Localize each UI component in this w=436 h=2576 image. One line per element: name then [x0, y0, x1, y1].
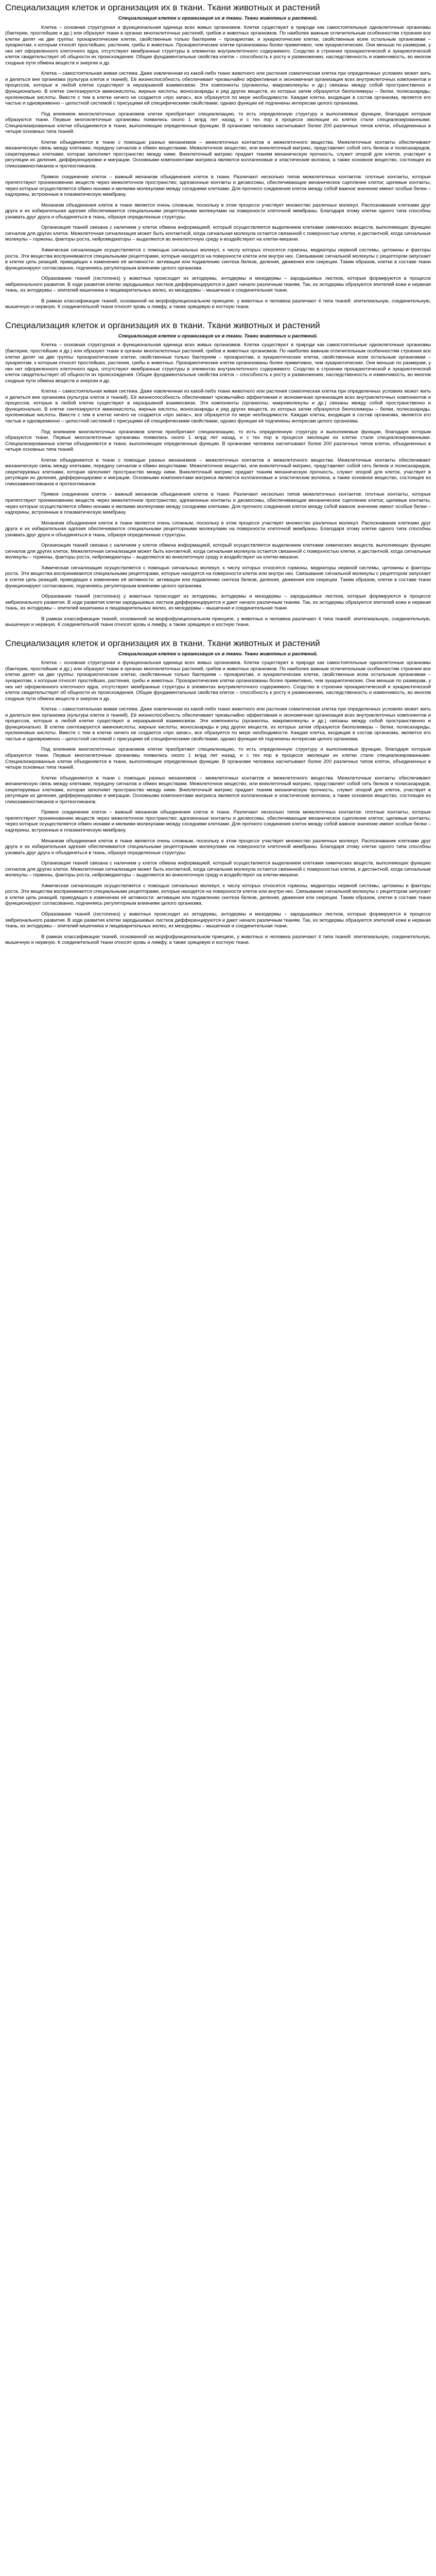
paragraph: В рамках классификации тканей, основанной на морфофункциональном принципе, у животных и человека различают 4 типа тканей: эпителиальную, соединительную, мышечную и нервную. К соединительной ткани относят кровь и лимфу, а также хрящевую и костную ткани. [5, 934, 431, 946]
article-subheading-repeat: Специализация клеток и организация их в ткани. Ткани животных и растений. [118, 333, 318, 339]
paragraph: Клетка – самостоятельная живая система. Даже извлеченная из какой-либо ткани животного или растения соматическая клетка при определенных условиях может жить и делиться вне организма (культура клеток и тканей). Её жизнеспособность обеспечивает чрезвычайно эффективная и экономичная организация всех внутриклеточных компонентов и процессов, которые в любой клетке существуют в неразрывной взаимосвязи. Эти компоненты (органеллы, макромолекулы и др.) связаны между собой пространственно и функционально. В клетке синтезируются аминокислоты, жирные кислоты, моносахариды и ряд других веществ, из которых затем образуются биополимеры – белки, полисахариды, нуклеиновые кислоты. Вместе с тем в клетке ничего не создается «про запас», все образуется по мере необходимости. Каждая клетка, входящая в состав организма, является его частью и одновременно – целостной системой с присущими ей специфическими свойствами, однако функции её подчинены интересам целого организма. [5, 71, 431, 107]
paragraph: Клетка – самостоятельная живая система. Даже извлеченная из какой-либо ткани животного или растения соматическая клетка при определенных условиях может жить и делиться вне организма (культура клеток и тканей). Её жизнеспособность обеспечивает чрезвычайно эффективная и экономичная организация всех внутриклеточных компонентов и процессов, которые в любой клетке существуют в неразрывной взаимосвязи. Эти компоненты (органеллы, макромолекулы и др.) связаны между собой пространственно и функционально. В клетке синтезируются аминокислоты, жирные кислоты, моносахариды и ряд других веществ, из которых затем образуются биополимеры – белки, полисахариды, нуклеиновые кислоты. Вместе с тем в клетке ничего не создается «про запас», все образуется по мере необходимости. Каждая клетка, входящая в состав организма, является его частью и одновременно – целостной системой с присущими ей специфическими свойствами, однако функции её подчинены интересам целого организма. [5, 706, 431, 742]
paragraph: Клетка – самостоятельная живая система. Даже извлеченная из какой-либо ткани животного или растения соматическая клетка при определенных условиях может жить и делиться вне организма (культура клеток и тканей). Её жизнеспособность обеспечивает чрезвычайно эффективная и экономичная организация всех внутриклеточных компонентов и процессов, которые в любой клетке существуют в неразрывной взаимосвязи. Эти компоненты (органеллы, макромолекулы и др.) связаны между собой пространственно и функционально. В клетке синтезируются аминокислоты, жирные кислоты, моносахариды и ряд других веществ, из которых затем образуются биополимеры – белки, полисахариды, нуклеиновые кислоты. Вместе с тем в клетке ничего не создается «про запас», все образуется по мере необходимости. Каждая клетка, входящая в состав организма, является его частью и одновременно – целостной системой с присущими ей специфическими свойствами, однако функции её подчинены интересам целого организма. [5, 388, 431, 424]
paragraph: Механизм объединения клеток в ткани является очень сложным, поскольку в этом процессе участвует множество различных молекул. Распознавание клетками друг друга и их избирательная адгезия обеспечиваются специальными рецепторными молекулами на поверхности клеточной мембраны. Благодаря этому клетки одного типа способны узнавать друг друга и объединяться в ткань, образуя определенные структуры. [5, 838, 431, 856]
paragraph: Механизм объединения клеток в ткани является очень сложным, поскольку в этом процессе участвует множество различных молекул. Распознавание клетками друг друга и их избирательная адгезия обеспечиваются специальными рецепторными молекулами на поверхности клеточной мембраны. Благодаря этому клетки одного типа способны узнавать друг друга и объединяться в ткань, образуя определенные структуры. [5, 202, 431, 220]
paragraph: Организация тканей связана с наличием у клеток обмена информацией, который осуществляется выделением клетками химических веществ, выполняющих функцию сигналов для других клеток. Межклеточная сигнализация может быть контактной, когда сигнальная молекула остается связанной с поверхностью клетки, и дистантной, когда сигнальные молекулы – гормоны, факторы роста, нейромедиаторы – выделяются во внеклеточную среду и воздействуют на клетки-мишени. [5, 225, 431, 243]
article-title-repeat: Специализация клеток и организация их в ткани. Ткани животных и растений [5, 320, 320, 330]
paragraph: Под влиянием многоклеточных организмов клетки приобретают специализацию, то есть определенную структуру и выполняемые функции, благодаря которым образуются ткани. Первые многоклеточные организмы появились около 1 млрд лет назад, и с тех пор в процессе эволюции их клетки стали специализированными. Специализированные клетки объединяются в ткани, выполняющие определенные функции. В организме человека насчитывают более 200 различных типов клеток, объединенных в четыре основных типа тканей. [5, 747, 431, 771]
paragraph: Под влиянием многоклеточных организмов клетки приобретают специализацию, то есть определенную структуру и выполняемые функции, благодаря которым образуются ткани. Первые многоклеточные организмы появились около 1 млрд лет назад, и с тех пор в процессе эволюции их клетки стали специализированными. Специализированные клетки объединяются в ткани, выполняющие определенные функции. В организме человека насчитывают более 200 различных типов клеток, объединенных в четыре основных типа тканей. [5, 429, 431, 453]
paragraph: Химическая сигнализация осуществляется с помощью сигнальных молекул, к числу которых относятся гормоны, медиаторы нервной системы, цитокины и факторы роста. Эти вещества воспринимаются специальными рецепторами, которые находятся на поверхности клеток или внутри них. Связывание сигнальной молекулы с рецептором запускает в клетке цепь реакций, приводящих к изменению её активности: активации или подавлению синтеза белков, деления, движения или секреции. Таким образом, клетки в составе ткани функционируют согласованно, подчиняясь регуляторным влияниям целого организма. [5, 565, 431, 589]
paragraph: Химическая сигнализация осуществляется с помощью сигнальных молекул, к числу которых относятся гормоны, медиаторы нервной системы, цитокины и факторы роста. Эти вещества воспринимаются специальными рецепторами, которые находятся на поверхности клеток или внутри них. Связывание сигнальной молекулы с рецептором запускает в клетке цепь реакций, приводящих к изменению её активности: активации или подавлению синтеза белков, деления, движения или секреции. Таким образом, клетки в составе ткани функционируют согласованно, подчиняясь регуляторным влияниям целого организма. [5, 883, 431, 907]
paragraph: Прямое соединение клеток – важный механизм объединения клеток в ткани. Различают несколько типов межклеточных контактов: плотные контакты, которые препятствуют проникновению веществ через межклеточное пространство; адгезионные контакты и десмосомы, обеспечивающие механическое сцепление клеток; щелевые контакты, через которые осуществляется обмен ионами и мелкими молекулами между соседними клетками. Для прочного соединения клеток между собой важное значение имеют особые белки – кадгерины, встроенные в плазматическую мембрану. [5, 492, 431, 516]
paragraph: Прямое соединение клеток – важный механизм объединения клеток в ткани. Различают несколько типов межклеточных контактов: плотные контакты, которые препятствуют проникновению веществ через межклеточное пространство; адгезионные контакты и десмосомы, обеспечивающие механическое сцепление клеток; щелевые контакты, через которые осуществляется обмен ионами и мелкими молекулами между соседними клетками. Для прочного соединения клеток между собой важное значение имеют особые белки – кадгерины, встроенные в плазматическую мембрану. [5, 809, 431, 834]
article-copy-2 [5, 333, 431, 628]
paragraph: Клетка – основная структурная и функциональная единица всех живых организмов. Клетки существуют в природе как самостоятельные одноклеточные организмы (бактерии, простейшие и др.) или образуют ткани в органах многоклеточных растений, грибов и животных организмов. По наиболее важным отличительным особенностям строения все клетки делят на две группы: прокариотические клетки, свойственные только бактериям – прокариотам, и эукариотические клетки, свойственные всем остальным организмам – эукариотам, к которым относят простейших, растения, грибы и животных. Прокариотические клетки организованы более примитивно, чем эукариотические. Они меньше по размерам, у них нет оформленного клеточного ядра, отсутствуют мембранные структуры в элементах внутриклеточного содержимого. Сходство в строении прокариотической и эукариотической клеток свидетельствует об общности их происхождения. Общие фундаментальные свойства клеток – способность к росту и размножению, наследственность и изменчивость, во многом сходные пути обмена веществ и энергии и др. [5, 24, 431, 66]
article [0, 0, 436, 954]
paragraph: Образование тканей (гистогенез) у животных происходит из эктодермы, энтодермы и мезодермы – зародышевых листков, которые формируются в процессе эмбрионального развития. В ходе развития клетки зародышевых листков дифференцируются и дают начало различным тканям. Так, из эктодермы образуются эпителий кожи и нервная ткань, из энтодермы – эпителий кишечника и пищеварительных желез, из мезодермы – мышечная и соединительная ткани. [5, 911, 431, 929]
paragraph: Химическая сигнализация осуществляется с помощью сигнальных молекул, к числу которых относятся гормоны, медиаторы нервной системы, цитокины и факторы роста. Эти вещества воспринимаются специальными рецепторами, которые находятся на поверхности клеток или внутри них. Связывание сигнальной молекулы с рецептором запускает в клетке цепь реакций, приводящих к изменению её активности: активации или подавлению синтеза белков, деления, движения или секреции. Таким образом, клетки в составе ткани функционируют согласованно, подчиняясь регуляторным влияниям целого организма. [5, 247, 431, 271]
article-copy-1 [5, 15, 431, 310]
article-title: Специализация клеток и организация их в ткани. Ткани животных и растений [5, 3, 320, 12]
paragraph: Клетки объединяются в ткани с помощью разных механизмов – межклеточных контактов и межклеточного вещества. Межклеточные контакты обеспечивают механическую связь между клетками, передачу сигналов и обмен веществами. Межклеточное вещество, или внеклеточный матрикс, представляет собой сеть белков и полисахаридов, секретируемых клетками, которая заполняет пространство между ними. Внеклеточный матрикс придает тканям механическую прочность, служит опорой для клеток, участвует в регуляции их деления, дифференцировки и миграции. Основными компонентами матрикса являются коллагеновые и эластические волокна, а также основное вещество, состоящее из гликозаминогликанов и протеогликанов. [5, 775, 431, 805]
paragraph: Прямое соединение клеток – важный механизм объединения клеток в ткани. Различают несколько типов межклеточных контактов: плотные контакты, которые препятствуют проникновению веществ через межклеточное пространство; адгезионные контакты и десмосомы, обеспечивающие механическое сцепление клеток; щелевые контакты, через которые осуществляется обмен ионами и мелкими молекулами между соседними клетками. Для прочного соединения клеток между собой важное значение имеют особые белки – кадгерины, встроенные в плазматическую мембрану. [5, 174, 431, 198]
paragraph: Под влиянием многоклеточных организмов клетки приобретают специализацию, то есть определенную структуру и выполняемые функции, благодаря которым образуются ткани. Первые многоклеточные организмы появились около 1 млрд лет назад, и с тех пор в процессе эволюции их клетки стали специализированными. Специализированные клетки объединяются в ткани, выполняющие определенные функции. В организме человека насчитывают более 200 различных типов клеток, объединенных в четыре основных типа тканей. [5, 111, 431, 135]
paragraph: Механизм объединения клеток в ткани является очень сложным, поскольку в этом процессе участвует множество различных молекул. Распознавание клетками друг друга и их избирательная адгезия обеспечиваются специальными рецепторными молекулами на поверхности клеточной мембраны. Благодаря этому клетки одного типа способны узнавать друг друга и объединяться в ткань, образуя определенные структуры. [5, 520, 431, 538]
paragraph: Организация тканей связана с наличием у клеток обмена информацией, который осуществляется выделением клетками химических веществ, выполняющих функцию сигналов для других клеток. Межклеточная сигнализация может быть контактной, когда сигнальная молекула остается связанной с поверхностью клетки, и дистантной, когда сигнальные молекулы – гормоны, факторы роста, нейромедиаторы – выделяются во внеклеточную среду и воздействуют на клетки-мишени. [5, 860, 431, 878]
article-copy-3 [5, 651, 431, 946]
paragraph: Клетки объединяются в ткани с помощью разных механизмов – межклеточных контактов и межклеточного вещества. Межклеточные контакты обеспечивают механическую связь между клетками, передачу сигналов и обмен веществами. Межклеточное вещество, или внеклеточный матрикс, представляет собой сеть белков и полисахаридов, секретируемых клетками, которая заполняет пространство между ними. Внеклеточный матрикс придает тканям механическую прочность, служит опорой для клеток, участвует в регуляции их деления, дифференцировки и миграции. Основными компонентами матрикса являются коллагеновые и эластические волокна, а также основное вещество, состоящее из гликозаминогликанов и протеогликанов. [5, 457, 431, 487]
paragraph: В рамках классификации тканей, основанной на морфофункциональном принципе, у животных и человека различают 4 типа тканей: эпителиальную, соединительную, мышечную и нервную. К соединительной ткани относят кровь и лимфу, а также хрящевую и костную ткани. [5, 616, 431, 628]
paragraph: Образование тканей (гистогенез) у животных происходит из эктодермы, энтодермы и мезодермы – зародышевых листков, которые формируются в процессе эмбрионального развития. В ходе развития клетки зародышевых листков дифференцируются и дают начало различным тканям. Так, из эктодермы образуются эпителий кожи и нервная ткань, из энтодермы – эпителий кишечника и пищеварительных желез, из мезодермы – мышечная и соединительная ткани. [5, 276, 431, 294]
article-subheading: Специализация клеток и организация их в ткани. Ткани животных и растений. [118, 15, 318, 21]
paragraph: Организация тканей связана с наличием у клеток обмена информацией, который осуществляется выделением клетками химических веществ, выполняющих функцию сигналов для других клеток. Межклеточная сигнализация может быть контактной, когда сигнальная молекула остается связанной с поверхностью клетки, и дистантной, когда сигнальные молекулы – гормоны, факторы роста, нейромедиаторы – выделяются во внеклеточную среду и воздействуют на клетки-мишени. [5, 543, 431, 561]
paragraph: В рамках классификации тканей, основанной на морфофункциональном принципе, у животных и человека различают 4 типа тканей: эпителиальную, соединительную, мышечную и нервную. К соединительной ткани относят кровь и лимфу, а также хрящевую и костную ткани. [5, 298, 431, 310]
article-title-repeat: Специализация клеток и организация их в ткани. Ткани животных и растений [5, 638, 320, 648]
paragraph: Клетка – основная структурная и функциональная единица всех живых организмов. Клетки существуют в природе как самостоятельные одноклеточные организмы (бактерии, простейшие и др.) или образуют ткани в органах многоклеточных растений, грибов и животных организмов. По наиболее важным отличительным особенностям строения все клетки делят на две группы: прокариотические клетки, свойственные только бактериям – прокариотам, и эукариотические клетки, свойственные всем остальным организмам – эукариотам, к которым относят простейших, растения, грибы и животных. Прокариотические клетки организованы более примитивно, чем эукариотические. Они меньше по размерам, у них нет оформленного клеточного ядра, отсутствуют мембранные структуры в элементах внутриклеточного содержимого. Сходство в строении прокариотической и эукариотической клеток свидетельствует об общности их происхождения. Общие фундаментальные свойства клеток – способность к росту и размножению, наследственность и изменчивость, во многом сходные пути обмена веществ и энергии и др. [5, 660, 431, 702]
paragraph: Клетки объединяются в ткани с помощью разных механизмов – межклеточных контактов и межклеточного вещества. Межклеточные контакты обеспечивают механическую связь между клетками, передачу сигналов и обмен веществами. Межклеточное вещество, или внеклеточный матрикс, представляет собой сеть белков и полисахаридов, секретируемых клетками, которая заполняет пространство между ними. Внеклеточный матрикс придает тканям механическую прочность, служит опорой для клеток, участвует в регуляции их деления, дифференцировки и миграции. Основными компонентами матрикса являются коллагеновые и эластические волокна, а также основное вещество, состоящее из гликозаминогликанов и протеогликанов. [5, 139, 431, 169]
paragraph: Клетка – основная структурная и функциональная единица всех живых организмов. Клетки существуют в природе как самостоятельные одноклеточные организмы (бактерии, простейшие и др.) или образуют ткани в органах многоклеточных растений, грибов и животных организмов. По наиболее важным отличительным особенностям строения все клетки делят на две группы: прокариотические клетки, свойственные только бактериям – прокариотам, и эукариотические клетки, свойственные всем остальным организмам – эукариотам, к которым относят простейших, растения, грибы и животных. Прокариотические клетки организованы более примитивно, чем эукариотические. Они меньше по размерам, у них нет оформленного клеточного ядра, отсутствуют мембранные структуры в элементах внутриклеточного содержимого. Сходство в строении прокариотической и эукариотической клеток свидетельствует об общности их происхождения. Общие фундаментальные свойства клеток – способность к росту и размножению, наследственность и изменчивость, во многом сходные пути обмена веществ и энергии и др. [5, 342, 431, 384]
paragraph: Образование тканей (гистогенез) у животных происходит из эктодермы, энтодермы и мезодермы – зародышевых листков, которые формируются в процессе эмбрионального развития. В ходе развития клетки зародышевых листков дифференцируются и дают начало различным тканям. Так, из эктодермы образуются эпителий кожи и нервная ткань, из энтодермы – эпителий кишечника и пищеварительных желез, из мезодермы – мышечная и соединительная ткани. [5, 594, 431, 612]
article-subheading-repeat: Специализация клеток и организация их в ткани. Ткани животных и растений. [118, 651, 318, 657]
